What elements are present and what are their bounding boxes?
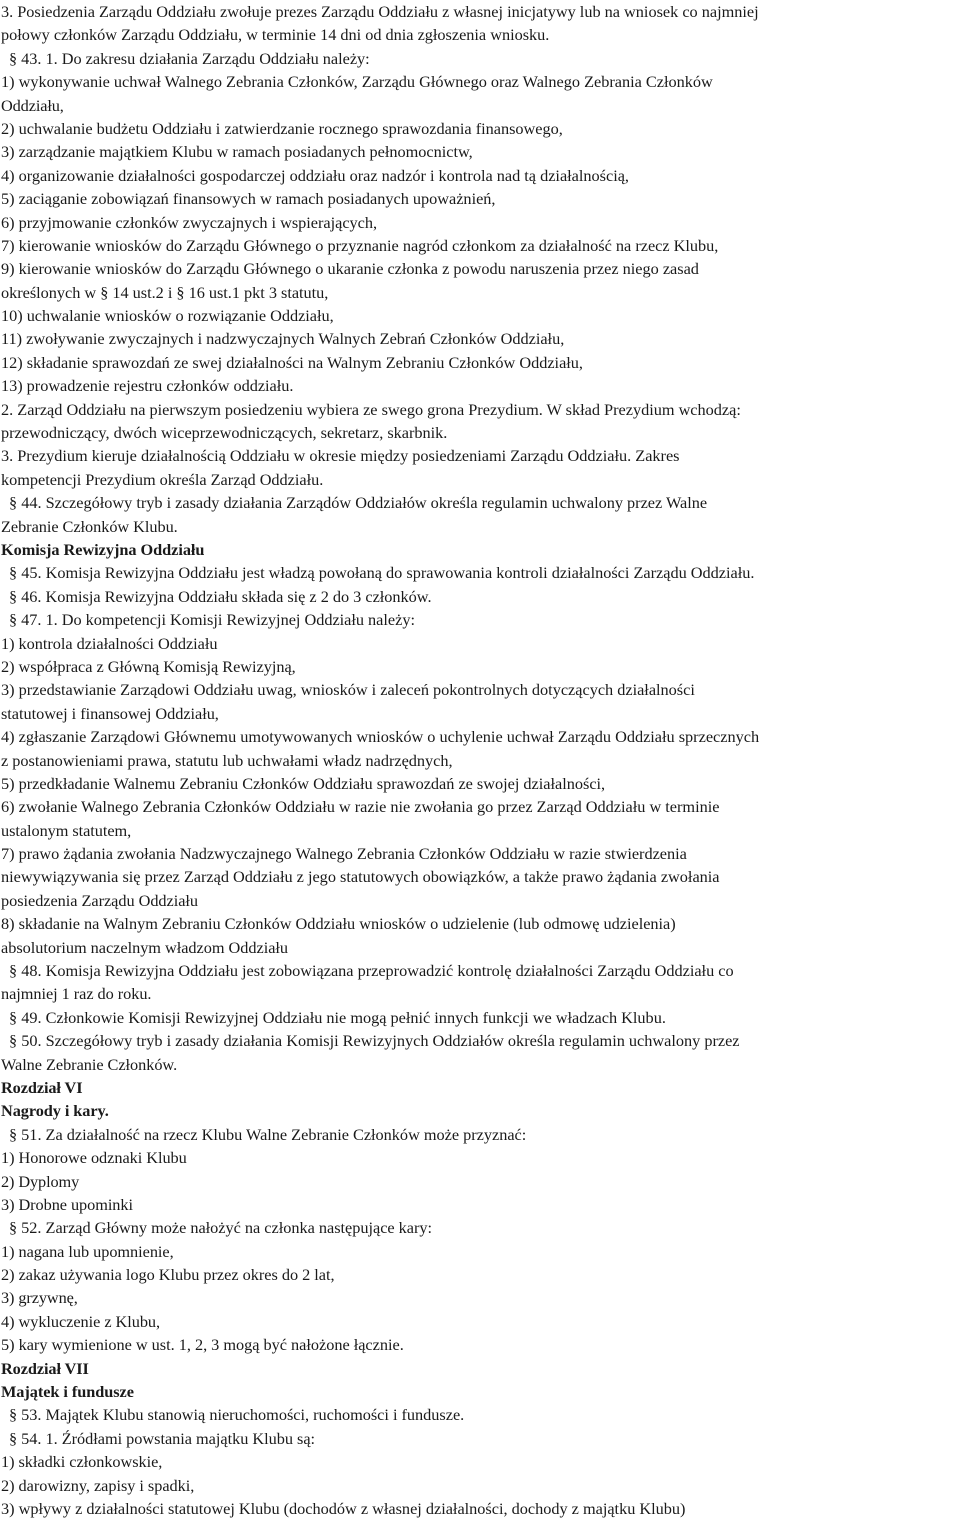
text-line: § 44. Szczegółowy tryb i zasady działania Zarządów Oddziałów określa regulamin uchwalony przez Walne [9, 493, 708, 513]
text-line: 1) wykonywanie uchwał Walnego Zebrania Członków, Zarządu Głównego oraz Walnego Zebrania Członków [1, 72, 713, 92]
text-line: 4) wykluczenie z Klubu, [1, 1311, 161, 1331]
text-line: najmniej 1 raz do roku. [1, 984, 152, 1004]
section-heading: Rozdział VI [1, 1077, 83, 1097]
text-line: 2) współpraca z Główną Komisją Rewizyjną, [1, 656, 296, 676]
text-line: kompetencji Prezydium określa Zarząd Oddziału. [1, 469, 324, 489]
text-line: 2) Dyplomy [1, 1171, 80, 1191]
text-line: § 51. Za działalność na rzecz Klubu Walne Zebranie Członków może przyznać: [9, 1124, 527, 1144]
section-heading: Majątek i fundusze [1, 1382, 134, 1402]
text-line: § 48. Komisja Rewizyjna Oddziału jest zobowiązana przeprowadzić kontrolę działalności Zarządu Oddziału co [9, 961, 734, 981]
text-line: przewodniczący, dwóch wiceprzewodniczących, sekretarz, skarbnik. [1, 423, 448, 443]
text-line: § 49. Członkowie Komisji Rewizyjnej Oddziału nie mogą pełnić innych funkcji we władzach Klubu. [9, 1007, 666, 1027]
text-line: § 50. Szczegółowy tryb i zasady działania Komisji Rewizyjnych Oddziałów określa regulamin uchwalony przez [9, 1031, 740, 1051]
text-line: 4) zgłaszanie Zarządowi Głównemu umotywowanych wniosków o uchylenie uchwał Zarządu Oddziału sprzecznych [1, 727, 760, 747]
text-line: określonych w § 14 ust.2 i § 16 ust.1 pkt 3 statutu, [1, 282, 329, 302]
text-line: 3) Drobne upominki [1, 1194, 133, 1214]
text-line: § 47. 1. Do kompetencji Komisji Rewizyjnej Oddziału należy: [9, 610, 415, 630]
text-line: absolutorium naczelnym władzom Oddziału [1, 937, 289, 957]
section-heading: Rozdział VII [1, 1358, 89, 1378]
text-line: Walne Zebranie Członków. [1, 1054, 178, 1074]
text-line: 5) kary wymienione w ust. 1, 2, 3 mogą być nałożone łącznie. [1, 1335, 404, 1355]
text-line: 3) przedstawianie Zarządowi Oddziału uwag, wniosków i zaleceń pokontrolnych dotyczących działalności [1, 680, 695, 700]
text-line: niewywiązywania się przez Zarząd Oddziału z jego statutowych obowiązków, a także prawo żądania zwołania [1, 867, 720, 887]
text-line: 2. Zarząd Oddziału na pierwszym posiedzeniu wybiera ze swego grona Prezydium. W skład Prezydium wchodzą: [1, 399, 741, 419]
section-heading: Nagrody i kary. [1, 1101, 109, 1121]
text-line: 12) składanie sprawozdań ze swej działalności na Walnym Zebraniu Członków Oddziału, [1, 352, 583, 372]
text-line: § 52. Zarząd Główny może nałożyć na członka następujące kary: [9, 1218, 433, 1238]
text-line: posiedzenia Zarządu Oddziału [1, 890, 198, 910]
text-line: 9) kierowanie wniosków do Zarządu Głównego o ukaranie członka z powodu naruszenia przez niego zasad [1, 259, 699, 279]
text-line: 3) grzywnę, [1, 1288, 78, 1308]
text-line: 13) prowadzenie rejestru członków oddziału. [1, 376, 294, 396]
text-line: § 53. Majątek Klubu stanowią nieruchomości, ruchomości i fundusze. [9, 1405, 465, 1425]
text-line: 6) zwołanie Walnego Zebrania Członków Oddziału w razie nie zwołania go przez Zarząd Oddziału w terminie [1, 797, 720, 817]
text-line: 3. Posiedzenia Zarządu Oddziału zwołuje prezes Zarządu Oddziału z własnej inicjatywy lub na wniosek co najmniej [1, 2, 759, 21]
text-line: 3. Prezydium kieruje działalnością Oddziału w okresie między posiedzeniami Zarządu Oddziału. Zakres [1, 446, 680, 466]
section-heading: Komisja Rewizyjna Oddziału [1, 539, 205, 559]
text-line: 8) składanie na Walnym Zebraniu Członków Oddziału wniosków o udzielenie (lub odmowę udzielenia) [1, 914, 676, 934]
text-line: 5) przedkładanie Walnemu Zebraniu Członków Oddziału sprawozdań ze swojej działalności, [1, 773, 606, 793]
text-line: 7) prawo żądania zwołania Nadzwyczajnego Walnego Zebrania Członków Oddziału w razie stwierdzenia [1, 844, 687, 864]
text-line: 3) zarządzanie majątkiem Klubu w ramach posiadanych pełnomocnictw, [1, 142, 473, 162]
text-line: 1) nagana lub upomnienie, [1, 1241, 174, 1261]
text-line: 7) kierowanie wniosków do Zarządu Głównego o przyznanie nagród członkom za działalność na rzecz Klubu, [1, 235, 719, 255]
text-line: Oddziału, [1, 95, 64, 115]
text-line: 2) zakaz używania logo Klubu przez okres do 2 lat, [1, 1265, 335, 1285]
text-line: połowy członków Zarządu Oddziału, w terminie 14 dni od dnia zgłoszenia wniosku. [1, 25, 550, 45]
text-line: § 46. Komisja Rewizyjna Oddziału składa się z 2 do 3 członków. [9, 586, 432, 606]
text-line: 1) Honorowe odznaki Klubu [1, 1148, 187, 1168]
text-line: 10) uchwalanie wniosków o rozwiązanie Oddziału, [1, 306, 334, 326]
text-line: § 45. Komisja Rewizyjna Oddziału jest władzą powołaną do sprawowania kontroli działalności Zarządu Oddziału. [9, 563, 755, 583]
text-line: § 54. 1. Źródłami powstania majątku Klubu są: [9, 1428, 316, 1448]
text-line: 1) kontrola działalności Oddziału [1, 633, 218, 653]
text-line: 4) organizowanie działalności gospodarczej oddziału oraz nadzór i kontrola nad tą działalnością, [1, 165, 629, 185]
text-line: 2) uchwalanie budżetu Oddziału i zatwierdzanie rocznego sprawozdania finansowego, [1, 118, 563, 138]
text-line: 5) zaciąganie zobowiązań finansowych w ramach posiadanych upoważnień, [1, 189, 496, 209]
text-line: 1) składki członkowskie, [1, 1452, 163, 1472]
text-line: 6) przyjmowanie członków zwyczajnych i wspierających, [1, 212, 378, 232]
text-line: 3) wpływy z działalności statutowej Klubu (dochodów z własnej działalności, dochody z majątku Klubu) [1, 1499, 686, 1518]
text-line: z postanowieniami prawa, statutu lub uchwałami władz nadrzędnych, [1, 750, 453, 770]
text-line: ustalonym statutem, [1, 820, 132, 840]
text-line: 2) darowizny, zapisy i spadki, [1, 1475, 195, 1495]
text-line: 11) zwoływanie zwyczajnych i nadzwyczajnych Walnych Zebrań Członków Oddziału, [1, 329, 565, 349]
text-line: Zebranie Członków Klubu. [1, 516, 178, 536]
text-line: statutowej i finansowej Oddziału, [1, 703, 219, 723]
text-line: § 43. 1. Do zakresu działania Zarządu Oddziału należy: [9, 48, 370, 68]
